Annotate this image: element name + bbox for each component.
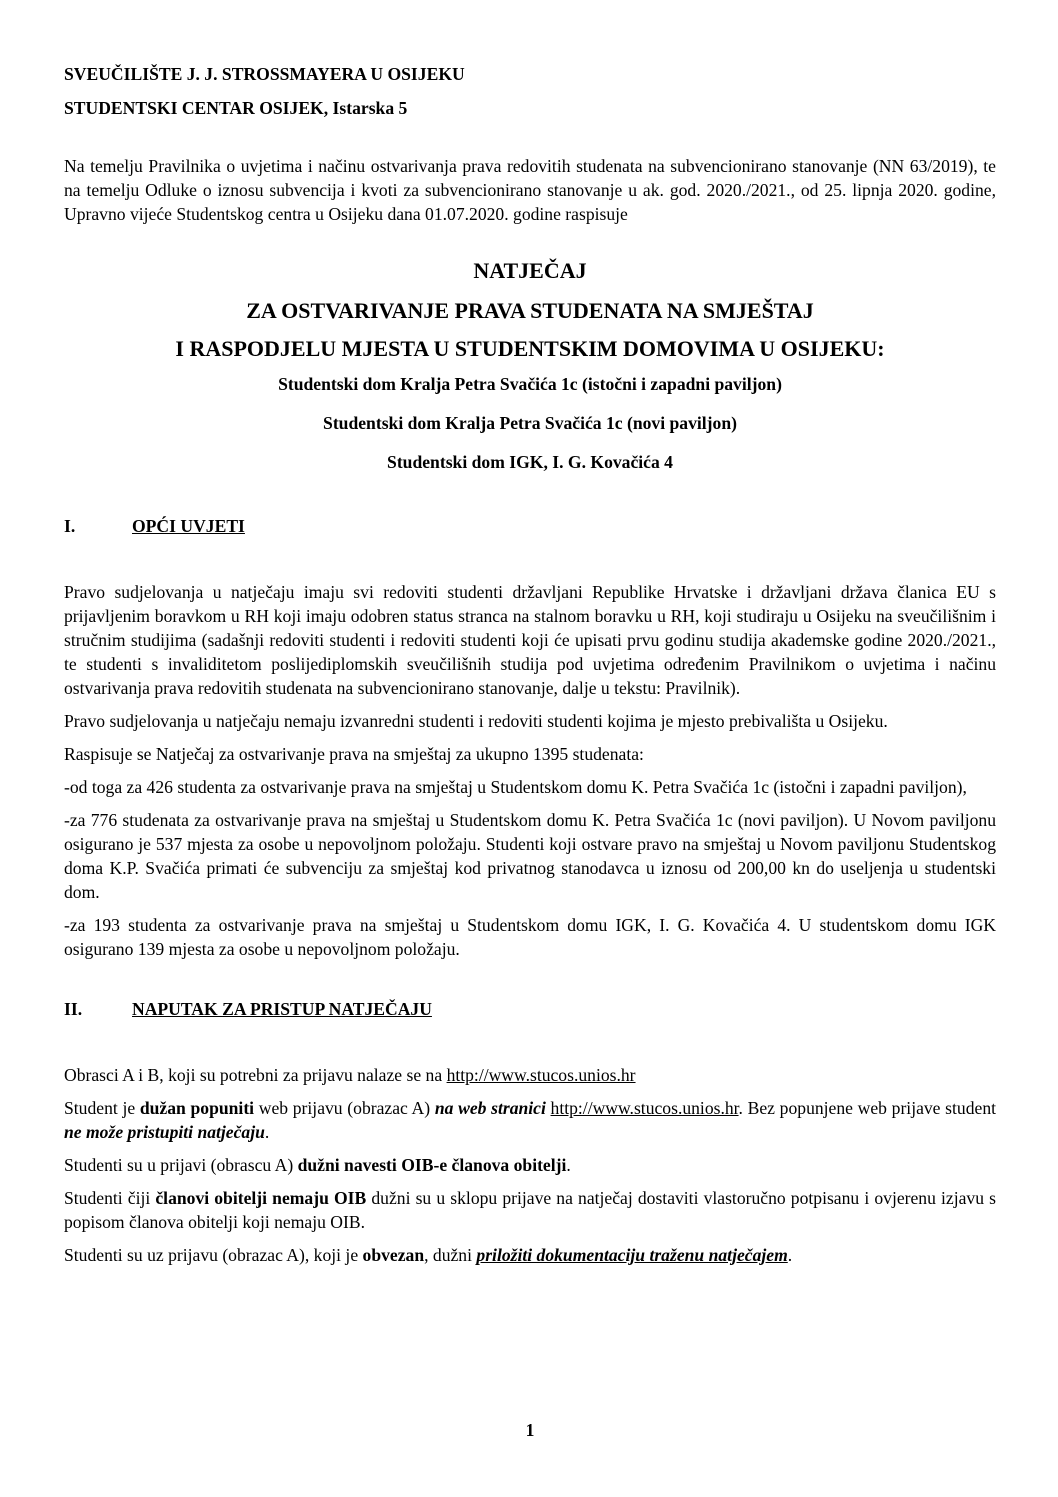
- section-2-paragraph-4: [64, 1186, 996, 1234]
- text-span: Studenti su uz prijavu (obrazac A), koji je: [64, 1245, 363, 1265]
- text-span: Student je: [64, 1098, 140, 1118]
- emphasis-bold: dužan popuniti: [139, 1098, 255, 1118]
- section-2-paragraph-2: [64, 1096, 996, 1144]
- title-natjecaj: NATJEČAJ: [473, 258, 587, 283]
- text-span: , dužni: [424, 1245, 477, 1265]
- text-span: .: [264, 1122, 270, 1142]
- subtitle-dorm-3: Studentski dom IGK, I. G. Kovačića 4: [387, 452, 673, 472]
- section-2-heading: [64, 997, 996, 1021]
- section-1-heading: [64, 514, 996, 538]
- section-1-paragraph-2: Pravo sudjelovanja u natječaju nemaju izvanredni studenti i redoviti studenti kojima je mjesto prebivališta u Osijeku.: [64, 711, 888, 731]
- section-2-paragraph-5: [64, 1243, 996, 1267]
- stucos-link-2[interactable]: http://www.stucos.unios.hr: [550, 1098, 739, 1118]
- emphasis-bold-italic-underline: priložiti dokumentaciju traženu natječajem: [476, 1245, 788, 1265]
- text-span: dužni su u sklopu prijave na natječaj dostaviti vlastoručno potpisanu i ovjerenu izjavu s popisom članova obitelji koji nemaju OIB.: [64, 1188, 996, 1232]
- text-span: . Bez popunjene web prijave student: [738, 1098, 997, 1118]
- intro-paragraph: Na temelju Pravilnika o uvjetima i načinu ostvarivanja prava redovitih studenata na subvencionirano stanovanje (NN 63/2019), te na temelju Odluke o iznosu subvencija i kvoti za subvencionirano stanovanje u ak. god. 2020./2021., od 25. lipnja 2020. godine, Upravno vijeće Studentskog centra u Osijeku dana 01.07.2020. godine raspisuje: [64, 156, 996, 224]
- emphasis-bold-italic: ne može pristupiti natječaju: [64, 1122, 265, 1142]
- stucos-link[interactable]: http://www.stucos.unios.hr: [446, 1065, 636, 1085]
- section-1-paragraph-5: -za 776 studenata za ostvarivanje prava na smještaj u Studentskom domu K. Petra Svačića 1c (novi paviljon). U Novom paviljonu osigurano je 537 mjesta za osobe u nepovoljnom položaju. Studenti koji ostvare pravo na smještaj u Novom paviljonu Studentskog doma K.P. Svačića primati će subvenciju za smještaj kod privatnog stanodavca u iznosu od 200,00 kn do useljenja u studentski dom.: [64, 810, 996, 902]
- document-page: [64, 62, 997, 1440]
- text-span: Studenti čiji: [64, 1188, 156, 1208]
- emphasis-bold: dužni navesti OIB-e članova obitelji: [297, 1155, 567, 1175]
- section-1-number: I.: [64, 516, 76, 536]
- section-2-label: NAPUTAK ZA PRISTUP NATJEČAJU: [132, 999, 432, 1019]
- emphasis-bold: obvezan: [362, 1245, 425, 1265]
- text-span: Studenti su u prijavi (obrascu A): [64, 1155, 298, 1175]
- text-span: .: [566, 1155, 571, 1175]
- title-line-2: ZA OSTVARIVANJE PRAVA STUDENATA NA SMJEŠTAJ: [246, 298, 814, 323]
- header-student-center: STUDENTSKI CENTAR OSIJEK, Istarska 5: [64, 98, 408, 118]
- section-1-paragraph-6: -za 193 studenta za ostvarivanje prava na smještaj u Studentskom domu IGK, I. G. Kovačića 4. U studentskom domu IGK osigurano 139 mjesta za osobe u nepovoljnom položaju.: [64, 915, 996, 959]
- emphasis-bold-italic: na web stranici: [434, 1098, 546, 1118]
- subtitle-dorm-1: Studentski dom Kralja Petra Svačića 1c (istočni i zapadni paviljon): [278, 374, 782, 394]
- emphasis-bold: članovi obitelji nemaju OIB: [155, 1188, 367, 1208]
- title-line-3: I RASPODJELU MJESTA U STUDENTSKIM DOMOVIMA U OSIJEKU:: [175, 336, 885, 361]
- section-2-number: II.: [64, 999, 83, 1019]
- section-2-paragraph-3: [64, 1153, 996, 1177]
- forms-text: Obrasci A i B, koji su potrebni za prijavu nalaze se na: [64, 1065, 447, 1085]
- section-1-label: OPĆI UVJETI: [132, 516, 245, 536]
- section-1-paragraph-4: -od toga za 426 studenta za ostvarivanje prava na smještaj u Studentskom domu K. Petra Svačića 1c (istočni i zapadni paviljon),: [64, 777, 967, 797]
- page-number: 1: [525, 1420, 535, 1440]
- section-1-paragraph-3: Raspisuje se Natječaj za ostvarivanje prava na smještaj za ukupno 1395 studenata:: [64, 744, 644, 764]
- subtitle-dorm-2: Studentski dom Kralja Petra Svačića 1c (novi paviljon): [323, 413, 737, 433]
- text-span: .: [787, 1245, 793, 1265]
- section-2-paragraph-1: [64, 1063, 996, 1087]
- section-1-paragraph-1: Pravo sudjelovanja u natječaju imaju svi redoviti studenti državljani Republike Hrvatske i državljani država članica EU s prijavljenim boravkom u RH koji imaju odobren status stranca na stalnom boravku u RH, koji studiraju u Osijeku na sveučilišnim i stručnim studijima (sadašnji redoviti studenti i redoviti studenti koji će upisati prvu godinu studija akademske godine 2020./2021., te studenti s invaliditetom poslijediplomskih sveučilišnih studija pod uvjetima određenim Pravilnikom o uvjetima i načinu ostvarivanja prava redovitih studenata na subvencionirano stanovanje, dalje u tekstu: Pravilnik).: [64, 582, 996, 698]
- header-university: SVEUČILIŠTE J. J. STROSSMAYERA U OSIJEKU: [64, 64, 465, 84]
- text-span: web prijavu (obrazac A): [254, 1098, 435, 1118]
